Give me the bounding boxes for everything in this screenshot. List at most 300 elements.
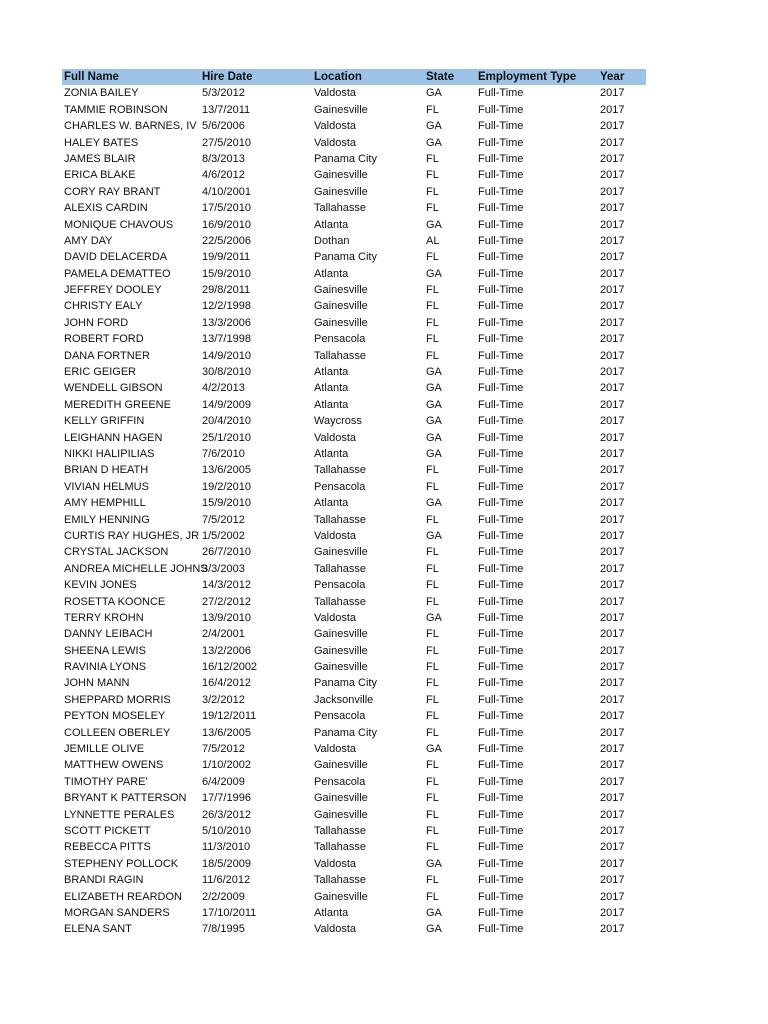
cell-year: 2017 bbox=[600, 693, 625, 706]
cell-employment-type: Full-Time bbox=[478, 874, 524, 887]
cell-location: Pensacola bbox=[314, 775, 366, 788]
cell-location: Valdosta bbox=[314, 611, 356, 624]
cell-year: 2017 bbox=[600, 284, 625, 297]
cell-state: FL bbox=[426, 628, 439, 641]
table-row bbox=[62, 528, 646, 544]
employee-table bbox=[62, 69, 646, 938]
cell-employment-type: Full-Time bbox=[478, 382, 524, 395]
cell-hire-date: 17/7/1996 bbox=[202, 792, 251, 805]
cell-employment-type: Full-Time bbox=[478, 743, 524, 756]
cell-hire-date: 7/5/2012 bbox=[202, 743, 245, 756]
table-row bbox=[62, 430, 646, 446]
cell-year: 2017 bbox=[600, 611, 625, 624]
cell-hire-date: 7/6/2010 bbox=[202, 447, 245, 460]
cell-hire-date: 14/3/2012 bbox=[202, 579, 251, 592]
cell-hire-date: 3/2/2012 bbox=[202, 693, 245, 706]
cell-hire-date: 7/5/2012 bbox=[202, 513, 245, 526]
table-row bbox=[62, 626, 646, 642]
table-row bbox=[62, 135, 646, 151]
table-header-row bbox=[62, 69, 646, 85]
cell-location: Atlanta bbox=[314, 366, 349, 379]
cell-employment-type: Full-Time bbox=[478, 644, 524, 657]
cell-full-name: VIVIAN HELMUS bbox=[64, 480, 149, 493]
cell-hire-date: 8/3/2013 bbox=[202, 152, 245, 165]
cell-year: 2017 bbox=[600, 497, 625, 510]
cell-state: FL bbox=[426, 513, 439, 526]
table-row bbox=[62, 446, 646, 462]
cell-employment-type: Full-Time bbox=[478, 398, 524, 411]
cell-year: 2017 bbox=[600, 710, 625, 723]
table-row bbox=[62, 118, 646, 134]
table-row bbox=[62, 708, 646, 724]
cell-location: Gainesville bbox=[314, 628, 368, 641]
cell-employment-type: Full-Time bbox=[478, 562, 524, 575]
cell-state: FL bbox=[426, 890, 439, 903]
cell-employment-type: Full-Time bbox=[478, 792, 524, 805]
cell-location: Gainesville bbox=[314, 169, 368, 182]
cell-year: 2017 bbox=[600, 251, 625, 264]
cell-state: GA bbox=[426, 447, 442, 460]
cell-full-name: ELENA SANT bbox=[64, 923, 132, 936]
cell-location: Atlanta bbox=[314, 497, 349, 510]
cell-employment-type: Full-Time bbox=[478, 431, 524, 444]
cell-employment-type: Full-Time bbox=[478, 824, 524, 837]
cell-year: 2017 bbox=[600, 333, 625, 346]
cell-employment-type: Full-Time bbox=[478, 480, 524, 493]
cell-employment-type: Full-Time bbox=[478, 677, 524, 690]
cell-hire-date: 30/8/2010 bbox=[202, 366, 251, 379]
cell-location: Gainesville bbox=[314, 759, 368, 772]
cell-full-name: PEYTON MOSELEY bbox=[64, 710, 166, 723]
cell-employment-type: Full-Time bbox=[478, 284, 524, 297]
table-row bbox=[62, 594, 646, 610]
cell-hire-date: 19/12/2011 bbox=[202, 710, 257, 723]
cell-full-name: DAVID DELACERDA bbox=[64, 251, 168, 264]
cell-employment-type: Full-Time bbox=[478, 595, 524, 608]
cell-employment-type: Full-Time bbox=[478, 546, 524, 559]
cell-hire-date: 13/3/2006 bbox=[202, 316, 251, 329]
cell-employment-type: Full-Time bbox=[478, 415, 524, 428]
cell-hire-date: 27/2/2012 bbox=[202, 595, 251, 608]
table-row bbox=[62, 151, 646, 167]
table-row bbox=[62, 675, 646, 691]
cell-full-name: TERRY KROHN bbox=[64, 611, 144, 624]
cell-full-name: CURTIS RAY HUGHES, JR bbox=[64, 529, 200, 542]
cell-hire-date: 16/12/2002 bbox=[202, 661, 258, 674]
table-row bbox=[62, 512, 646, 528]
cell-state: FL bbox=[426, 595, 439, 608]
cell-state: GA bbox=[426, 611, 442, 624]
cell-hire-date: 13/7/2011 bbox=[202, 103, 251, 116]
cell-year: 2017 bbox=[600, 349, 625, 362]
cell-employment-type: Full-Time bbox=[478, 513, 524, 526]
cell-full-name: ZONIA BAILEY bbox=[64, 87, 139, 100]
cell-state: GA bbox=[426, 743, 442, 756]
cell-full-name: AMY HEMPHILL bbox=[64, 497, 146, 510]
cell-location: Gainesville bbox=[314, 890, 368, 903]
cell-state: GA bbox=[426, 136, 442, 149]
cell-full-name: CORY RAY BRANT bbox=[64, 185, 161, 198]
cell-hire-date: 2/2/2009 bbox=[202, 890, 245, 903]
cell-hire-date: 12/2/1998 bbox=[202, 300, 251, 313]
table-row bbox=[62, 298, 646, 314]
cell-location: Valdosta bbox=[314, 120, 356, 133]
cell-hire-date: 4/10/2001 bbox=[202, 185, 251, 198]
cell-full-name: ALEXIS CARDIN bbox=[64, 202, 148, 215]
cell-year: 2017 bbox=[600, 775, 625, 788]
cell-hire-date: 29/8/2011 bbox=[202, 284, 251, 297]
cell-year: 2017 bbox=[600, 152, 625, 165]
table-row bbox=[62, 741, 646, 757]
table-row bbox=[62, 200, 646, 216]
cell-employment-type: Full-Time bbox=[478, 628, 524, 641]
cell-hire-date: 13/2/2006 bbox=[202, 644, 251, 657]
table-row bbox=[62, 331, 646, 347]
cell-full-name: PAMELA DEMATTEO bbox=[64, 267, 171, 280]
cell-hire-date: 13/7/1998 bbox=[202, 333, 251, 346]
cell-location: Valdosta bbox=[314, 743, 356, 756]
cell-location: Valdosta bbox=[314, 529, 356, 542]
table-row bbox=[62, 217, 646, 233]
table-row bbox=[62, 692, 646, 708]
table-row bbox=[62, 905, 646, 921]
table-row bbox=[62, 397, 646, 413]
cell-state: GA bbox=[426, 497, 442, 510]
cell-state: GA bbox=[426, 906, 442, 919]
cell-year: 2017 bbox=[600, 431, 625, 444]
cell-year: 2017 bbox=[600, 644, 625, 657]
header-location: Location bbox=[314, 71, 362, 83]
cell-hire-date: 3/3/2003 bbox=[202, 562, 245, 575]
cell-full-name: BRIAN D HEATH bbox=[64, 464, 149, 477]
cell-full-name: ANDREA MICHELLE JOHNS bbox=[64, 562, 208, 575]
cell-location: Tallahasse bbox=[314, 464, 366, 477]
cell-year: 2017 bbox=[600, 857, 625, 870]
table-row bbox=[62, 85, 646, 101]
cell-location: Valdosta bbox=[314, 431, 356, 444]
cell-location: Tallahasse bbox=[314, 824, 366, 837]
cell-year: 2017 bbox=[600, 529, 625, 542]
cell-state: FL bbox=[426, 316, 439, 329]
cell-state: FL bbox=[426, 824, 439, 837]
cell-employment-type: Full-Time bbox=[478, 202, 524, 215]
cell-full-name: LEIGHANN HAGEN bbox=[64, 431, 163, 444]
cell-hire-date: 22/5/2006 bbox=[202, 234, 251, 247]
cell-full-name: MEREDITH GREENE bbox=[64, 398, 171, 411]
cell-employment-type: Full-Time bbox=[478, 890, 524, 903]
cell-year: 2017 bbox=[600, 464, 625, 477]
cell-state: FL bbox=[426, 169, 439, 182]
cell-location: Atlanta bbox=[314, 267, 349, 280]
cell-state: GA bbox=[426, 529, 442, 542]
cell-hire-date: 5/10/2010 bbox=[202, 824, 251, 837]
cell-full-name: SHEENA LEWIS bbox=[64, 644, 146, 657]
cell-hire-date: 13/6/2005 bbox=[202, 726, 251, 739]
cell-state: FL bbox=[426, 579, 439, 592]
cell-full-name: STEPHENY POLLOCK bbox=[64, 857, 179, 870]
cell-state: GA bbox=[426, 857, 442, 870]
cell-employment-type: Full-Time bbox=[478, 611, 524, 624]
cell-year: 2017 bbox=[600, 890, 625, 903]
cell-state: AL bbox=[426, 234, 440, 247]
cell-employment-type: Full-Time bbox=[478, 316, 524, 329]
cell-state: GA bbox=[426, 431, 442, 444]
cell-state: GA bbox=[426, 87, 442, 100]
cell-full-name: ROSETTA KOONCE bbox=[64, 595, 166, 608]
cell-location: Gainesville bbox=[314, 284, 368, 297]
cell-year: 2017 bbox=[600, 874, 625, 887]
cell-location: Gainesville bbox=[314, 661, 368, 674]
cell-employment-type: Full-Time bbox=[478, 169, 524, 182]
cell-employment-type: Full-Time bbox=[478, 497, 524, 510]
cell-employment-type: Full-Time bbox=[478, 693, 524, 706]
cell-year: 2017 bbox=[600, 415, 625, 428]
cell-full-name: CHARLES W. BARNES, IV bbox=[64, 120, 197, 133]
cell-location: Atlanta bbox=[314, 447, 349, 460]
cell-location: Gainesville bbox=[314, 546, 368, 559]
cell-employment-type: Full-Time bbox=[478, 775, 524, 788]
cell-year: 2017 bbox=[600, 513, 625, 526]
cell-year: 2017 bbox=[600, 382, 625, 395]
cell-hire-date: 5/6/2006 bbox=[202, 120, 245, 133]
cell-location: Pensacola bbox=[314, 480, 366, 493]
cell-state: FL bbox=[426, 808, 439, 821]
table-row bbox=[62, 184, 646, 200]
cell-hire-date: 5/3/2012 bbox=[202, 87, 245, 100]
header-full-name: Full Name bbox=[64, 71, 119, 83]
cell-location: Atlanta bbox=[314, 398, 349, 411]
cell-state: GA bbox=[426, 366, 442, 379]
cell-year: 2017 bbox=[600, 808, 625, 821]
cell-full-name: KELLY GRIFFIN bbox=[64, 415, 145, 428]
table-row bbox=[62, 889, 646, 905]
table-row bbox=[62, 233, 646, 249]
cell-employment-type: Full-Time bbox=[478, 529, 524, 542]
cell-full-name: TAMMIE ROBINSON bbox=[64, 103, 168, 116]
cell-hire-date: 13/6/2005 bbox=[202, 464, 251, 477]
table-row bbox=[62, 102, 646, 118]
cell-state: FL bbox=[426, 103, 439, 116]
cell-state: GA bbox=[426, 382, 442, 395]
cell-state: FL bbox=[426, 546, 439, 559]
cell-hire-date: 11/6/2012 bbox=[202, 874, 251, 887]
cell-employment-type: Full-Time bbox=[478, 251, 524, 264]
cell-year: 2017 bbox=[600, 906, 625, 919]
cell-year: 2017 bbox=[600, 792, 625, 805]
cell-state: FL bbox=[426, 464, 439, 477]
table-row bbox=[62, 495, 646, 511]
cell-year: 2017 bbox=[600, 366, 625, 379]
header-year: Year bbox=[600, 71, 625, 83]
cell-hire-date: 15/9/2010 bbox=[202, 267, 251, 280]
cell-hire-date: 17/10/2011 bbox=[202, 906, 257, 919]
cell-employment-type: Full-Time bbox=[478, 464, 524, 477]
table-row bbox=[62, 167, 646, 183]
cell-year: 2017 bbox=[600, 841, 625, 854]
cell-hire-date: 27/5/2010 bbox=[202, 136, 251, 149]
cell-full-name: MONIQUE CHAVOUS bbox=[64, 218, 174, 231]
table-row bbox=[62, 839, 646, 855]
cell-full-name: ERIC GEIGER bbox=[64, 366, 137, 379]
cell-full-name: ERICA BLAKE bbox=[64, 169, 136, 182]
cell-location: Panama City bbox=[314, 251, 377, 264]
table-row bbox=[62, 577, 646, 593]
cell-full-name: WENDELL GIBSON bbox=[64, 382, 163, 395]
cell-employment-type: Full-Time bbox=[478, 234, 524, 247]
cell-employment-type: Full-Time bbox=[478, 218, 524, 231]
cell-hire-date: 26/7/2010 bbox=[202, 546, 251, 559]
cell-hire-date: 7/8/1995 bbox=[202, 923, 245, 936]
cell-hire-date: 16/9/2010 bbox=[202, 218, 251, 231]
cell-hire-date: 15/9/2010 bbox=[202, 497, 251, 510]
table-row bbox=[62, 462, 646, 478]
cell-hire-date: 13/9/2010 bbox=[202, 611, 251, 624]
cell-full-name: LYNNETTE PERALES bbox=[64, 808, 175, 821]
cell-state: FL bbox=[426, 726, 439, 739]
cell-year: 2017 bbox=[600, 185, 625, 198]
header-hire-date: Hire Date bbox=[202, 71, 253, 83]
cell-hire-date: 11/3/2010 bbox=[202, 841, 251, 854]
cell-year: 2017 bbox=[600, 87, 625, 100]
cell-year: 2017 bbox=[600, 136, 625, 149]
cell-state: FL bbox=[426, 333, 439, 346]
cell-full-name: COLLEEN OBERLEY bbox=[64, 726, 171, 739]
cell-employment-type: Full-Time bbox=[478, 333, 524, 346]
cell-full-name: NIKKI HALIPILIAS bbox=[64, 447, 155, 460]
cell-state: FL bbox=[426, 349, 439, 362]
table-row bbox=[62, 921, 646, 937]
cell-employment-type: Full-Time bbox=[478, 366, 524, 379]
cell-state: GA bbox=[426, 923, 442, 936]
cell-state: FL bbox=[426, 152, 439, 165]
cell-employment-type: Full-Time bbox=[478, 87, 524, 100]
cell-state: FL bbox=[426, 841, 439, 854]
table-body bbox=[62, 85, 646, 937]
cell-year: 2017 bbox=[600, 316, 625, 329]
cell-year: 2017 bbox=[600, 218, 625, 231]
cell-hire-date: 25/1/2010 bbox=[202, 431, 251, 444]
cell-location: Valdosta bbox=[314, 923, 356, 936]
table-row bbox=[62, 757, 646, 773]
cell-employment-type: Full-Time bbox=[478, 267, 524, 280]
cell-location: Atlanta bbox=[314, 382, 349, 395]
cell-location: Gainesville bbox=[314, 185, 368, 198]
cell-hire-date: 1/10/2002 bbox=[202, 759, 251, 772]
cell-state: FL bbox=[426, 300, 439, 313]
cell-state: FL bbox=[426, 775, 439, 788]
cell-full-name: SHEPPARD MORRIS bbox=[64, 693, 171, 706]
cell-hire-date: 16/4/2012 bbox=[202, 677, 251, 690]
cell-location: Panama City bbox=[314, 152, 377, 165]
cell-location: Panama City bbox=[314, 677, 377, 690]
cell-location: Tallahasse bbox=[314, 202, 366, 215]
cell-location: Gainesville bbox=[314, 103, 368, 116]
cell-location: Atlanta bbox=[314, 218, 349, 231]
table-row bbox=[62, 774, 646, 790]
cell-employment-type: Full-Time bbox=[478, 185, 524, 198]
table-row bbox=[62, 282, 646, 298]
table-row bbox=[62, 413, 646, 429]
cell-hire-date: 1/5/2002 bbox=[202, 529, 245, 542]
table-row bbox=[62, 725, 646, 741]
cell-state: FL bbox=[426, 562, 439, 575]
cell-location: Tallahasse bbox=[314, 562, 366, 575]
cell-full-name: JOHN MANN bbox=[64, 677, 130, 690]
cell-full-name: CRYSTAL JACKSON bbox=[64, 546, 169, 559]
cell-location: Dothan bbox=[314, 234, 350, 247]
cell-full-name: MATTHEW OWENS bbox=[64, 759, 164, 772]
cell-employment-type: Full-Time bbox=[478, 152, 524, 165]
table-row bbox=[62, 544, 646, 560]
cell-location: Gainesville bbox=[314, 316, 368, 329]
cell-hire-date: 4/2/2013 bbox=[202, 382, 245, 395]
table-row bbox=[62, 643, 646, 659]
cell-full-name: AMY DAY bbox=[64, 234, 113, 247]
cell-state: FL bbox=[426, 202, 439, 215]
cell-state: FL bbox=[426, 759, 439, 772]
cell-state: FL bbox=[426, 874, 439, 887]
cell-state: FL bbox=[426, 792, 439, 805]
cell-location: Valdosta bbox=[314, 857, 356, 870]
cell-hire-date: 19/2/2010 bbox=[202, 480, 251, 493]
cell-full-name: REBECCA PITTS bbox=[64, 841, 151, 854]
table-row bbox=[62, 249, 646, 265]
cell-state: FL bbox=[426, 677, 439, 690]
cell-year: 2017 bbox=[600, 661, 625, 674]
cell-full-name: DANNY LEIBACH bbox=[64, 628, 153, 641]
cell-employment-type: Full-Time bbox=[478, 726, 524, 739]
cell-employment-type: Full-Time bbox=[478, 120, 524, 133]
cell-state: GA bbox=[426, 415, 442, 428]
cell-full-name: TIMOTHY PARE' bbox=[64, 775, 148, 788]
table-row bbox=[62, 364, 646, 380]
cell-location: Waycross bbox=[314, 415, 362, 428]
cell-employment-type: Full-Time bbox=[478, 906, 524, 919]
cell-full-name: EMILY HENNING bbox=[64, 513, 150, 526]
header-employment-type: Employment Type bbox=[478, 71, 577, 83]
cell-state: FL bbox=[426, 661, 439, 674]
cell-state: FL bbox=[426, 480, 439, 493]
cell-location: Gainesville bbox=[314, 808, 368, 821]
cell-year: 2017 bbox=[600, 480, 625, 493]
cell-employment-type: Full-Time bbox=[478, 103, 524, 116]
cell-location: Gainesville bbox=[314, 300, 368, 313]
cell-location: Pensacola bbox=[314, 333, 366, 346]
table-row bbox=[62, 380, 646, 396]
cell-hire-date: 14/9/2010 bbox=[202, 349, 251, 362]
table-row bbox=[62, 823, 646, 839]
cell-full-name: JOHN FORD bbox=[64, 316, 129, 329]
cell-location: Tallahasse bbox=[314, 513, 366, 526]
cell-state: FL bbox=[426, 284, 439, 297]
table-row bbox=[62, 315, 646, 331]
cell-employment-type: Full-Time bbox=[478, 349, 524, 362]
cell-full-name: ROBERT FORD bbox=[64, 333, 144, 346]
cell-state: GA bbox=[426, 218, 442, 231]
cell-full-name: JEMILLE OLIVE bbox=[64, 743, 145, 756]
cell-full-name: SCOTT PICKETT bbox=[64, 824, 151, 837]
table-row bbox=[62, 872, 646, 888]
cell-location: Tallahasse bbox=[314, 595, 366, 608]
cell-year: 2017 bbox=[600, 447, 625, 460]
cell-year: 2017 bbox=[600, 677, 625, 690]
cell-location: Tallahasse bbox=[314, 874, 366, 887]
cell-year: 2017 bbox=[600, 202, 625, 215]
cell-hire-date: 14/9/2009 bbox=[202, 398, 251, 411]
cell-hire-date: 20/4/2010 bbox=[202, 415, 251, 428]
cell-state: GA bbox=[426, 267, 442, 280]
cell-location: Gainesville bbox=[314, 644, 368, 657]
